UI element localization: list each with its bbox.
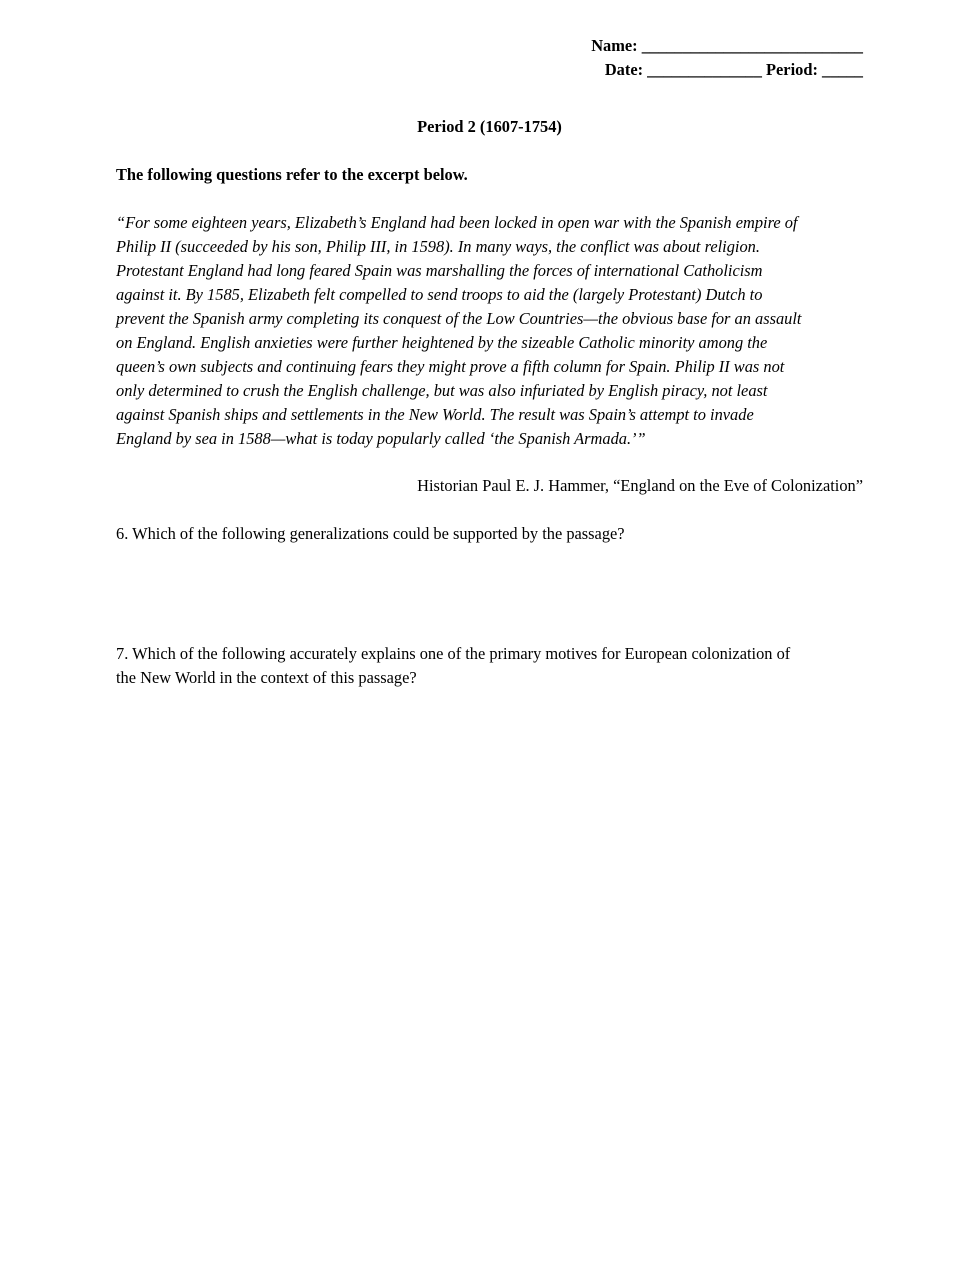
page-title: Period 2 (1607-1754) bbox=[417, 117, 562, 136]
question-6 bbox=[116, 522, 866, 546]
date-field[interactable]: ______________ bbox=[647, 60, 762, 79]
excerpt-attribution: Historian Paul E. J. Hammer, “England on the Eve of Colonization” bbox=[417, 476, 863, 495]
question-text: 7. Which of the following accurately explains one of the primary motives for European colonization of bbox=[116, 644, 791, 663]
name-row bbox=[591, 34, 863, 58]
student-info-header bbox=[591, 34, 863, 82]
date-label: Date: bbox=[604, 60, 644, 79]
name-field[interactable]: ___________________________ bbox=[641, 36, 863, 55]
period-label: Period: bbox=[766, 60, 818, 79]
question-7 bbox=[116, 642, 866, 690]
period-field[interactable]: _____ bbox=[822, 60, 863, 79]
excerpt-line: on England. English anxieties were further heightened by the sizeable Catholic minority among the bbox=[116, 333, 768, 352]
excerpt-line: prevent the Spanish army completing its conquest of the Low Countries—the obvious base for an assault bbox=[116, 309, 802, 328]
date-period-row bbox=[591, 58, 863, 82]
excerpt-line: “For some eighteen years, Elizabeth’s England had been locked in open war with the Spanish empire of bbox=[116, 213, 798, 232]
excerpt-line: Protestant England had long feared Spain was marshalling the forces of international Catholicism bbox=[116, 261, 763, 280]
question-text: the New World in the context of this passage? bbox=[116, 668, 417, 687]
excerpt-line: Philip II (succeeded by his son, Philip III, in 1598). In many ways, the conflict was about religion. bbox=[116, 237, 760, 256]
question-text: 6. Which of the following generalizations could be supported by the passage? bbox=[116, 524, 625, 543]
excerpt-line: against it. By 1585, Elizabeth felt compelled to send troops to aid the (largely Protestant) Dutch to bbox=[116, 285, 763, 304]
instructions: The following questions refer to the excerpt below. bbox=[116, 165, 468, 184]
excerpt-line: queen’s own subjects and continuing fears they might prove a fifth column for Spain. Philip II was not bbox=[116, 357, 785, 376]
excerpt-line: against Spanish ships and settlements in the New World. The result was Spain’s attempt to invade bbox=[116, 405, 754, 424]
excerpt-line: only determined to crush the English challenge, but was also infuriated by English piracy, not least bbox=[116, 381, 768, 400]
excerpt-line: England by sea in 1588—what is today popularly called ‘the Spanish Armada.’” bbox=[116, 429, 646, 448]
name-label: Name: bbox=[591, 36, 638, 55]
excerpt bbox=[116, 211, 866, 451]
